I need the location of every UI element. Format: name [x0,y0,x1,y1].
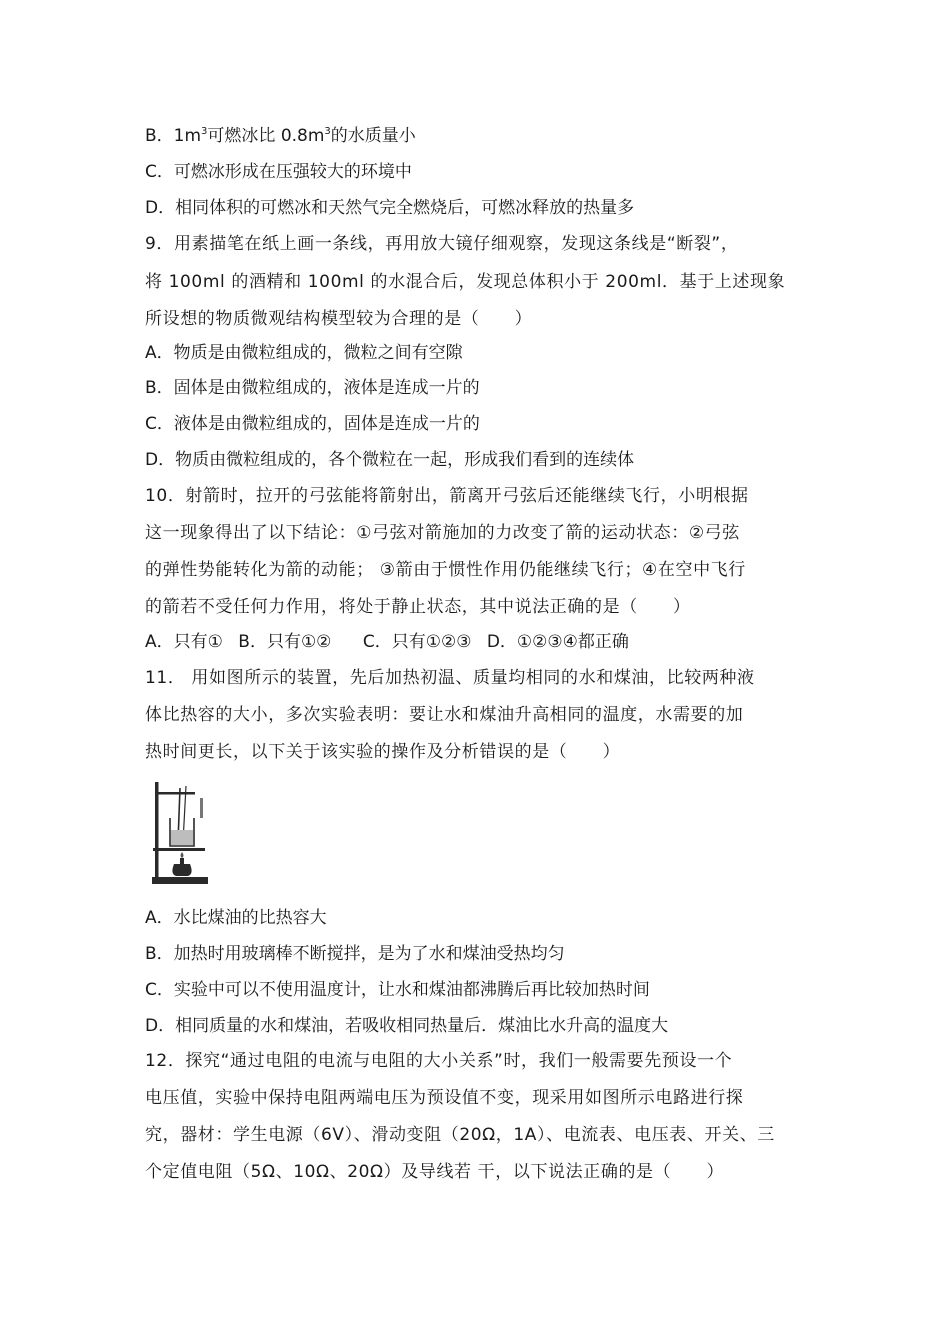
q8-option-d: D．相同体积的可燃冰和天然气完全燃烧后，可燃冰释放的热量多 [145,198,635,218]
q10-stem-line-3: 的弹性势能转化为箭的动能； ③箭由于惯性作用仍能继续飞行；④在空中飞行 [145,560,746,580]
q11-stem-line-2: 体比热容的大小，多次实验表明：要让水和煤油升高相同的温度，水需要的加 [145,705,744,725]
q11-option-a: A．水比煤油的比热容大 [145,908,327,928]
heating-apparatus-figure [148,778,212,888]
q8-option-b-mid: 可燃冰比 0.8m [207,126,325,146]
beaker-liquid [171,830,193,845]
q8-option-c: C．可燃冰形成在压强较大的环境中 [145,162,412,182]
q12-stem-line-4: 个定值电阻（5Ω、10Ω、20Ω）及导线若 干，以下说法正确的是（ ） [145,1162,725,1182]
q11-option-c: C．实验中可以不使用温度计，让水和煤油都沸腾后再比较加热时间 [145,980,650,1000]
stand-rod [155,782,159,878]
q9-option-a: A．物质是由微粒组成的，微粒之间有空隙 [145,343,463,363]
q11-option-d: D．相同质量的水和煤油，若吸收相同热量后．煤油比水升高的温度大 [145,1016,669,1036]
q8-option-b-sup2: 3 [324,126,331,137]
q10-option-b: B．只有①② [238,632,332,652]
q8-option-b-suffix: 的水质量小 [330,126,416,146]
q9-option-d: D．物质由微粒组成的，各个微粒在一起，形成我们看到的连续体 [145,450,635,470]
q8-option-b-sup1: 3 [201,126,208,137]
lamp-wick [180,858,184,864]
q10-option-a: A．只有① [145,632,223,652]
q10-stem-line-1: 10．射箭时，拉开的弓弦能将箭射出，箭离开弓弦后还能继续飞行，小明根据 [145,486,749,506]
q9-option-b: B．固体是由微粒组成的，液体是连成一片的 [145,378,480,398]
stand-base [152,877,208,884]
stand-clamp-arm [155,792,195,795]
q10-options [145,630,629,654]
figure-label-mark [200,798,203,818]
q11-stem-line-1: 11． 用如图所示的装置，先后加热初温、质量均相同的水和煤油，比较两种液 [145,668,755,688]
q12-stem-line-1: 12．探究“通过电阻的电流与电阻的大小关系”时，我们一般需要先预设一个 [145,1051,733,1071]
q9-stem-line-2: 将 100ml 的酒精和 100ml 的水混合后，发现总体积小于 200ml．基于上述现象 [145,272,786,292]
q9-stem-line-3: 所设想的物质微观结构模型较为合理的是（ ） [145,309,533,329]
q10-option-c: C．只有①②③ [362,632,472,652]
stand-ring-support [153,848,205,851]
q11-stem-line-3: 热时间更长，以下关于该实验的操作及分析错误的是（ ） [145,742,621,762]
alcohol-lamp [172,864,191,876]
q9-option-c: C．液体是由微粒组成的，固体是连成一片的 [145,414,480,434]
q12-stem-line-2: 电压值，实验中保持电阻两端电压为预设值不变，现采用如图所示电路进行探 [145,1088,744,1108]
q10-option-d: D．①②③④都正确 [486,632,629,652]
q9-stem-line-1: 9．用素描笔在纸上画一条线，再用放大镜仔细观察，发现这条线是“断裂”， [145,234,739,254]
q12-stem-line-3: 究，器材：学生电源（6V）、滑动变阻（20Ω，1A）、电流表、电压表、开关、三 [145,1125,775,1145]
q11-option-b: B．加热时用玻璃棒不断搅拌，是为了水和煤油受热均匀 [145,944,565,964]
q10-stem-line-2: 这一现象得出了以下结论：①弓弦对箭施加的力改变了箭的运动状态：②弓弦 [145,523,740,543]
q8-option-b [145,124,416,148]
q10-stem-line-4: 的箭若不受任何力作用，将处于静止状态，其中说法正确的是（ ） [145,597,691,617]
q8-option-b-prefix: B．1m [145,126,202,146]
